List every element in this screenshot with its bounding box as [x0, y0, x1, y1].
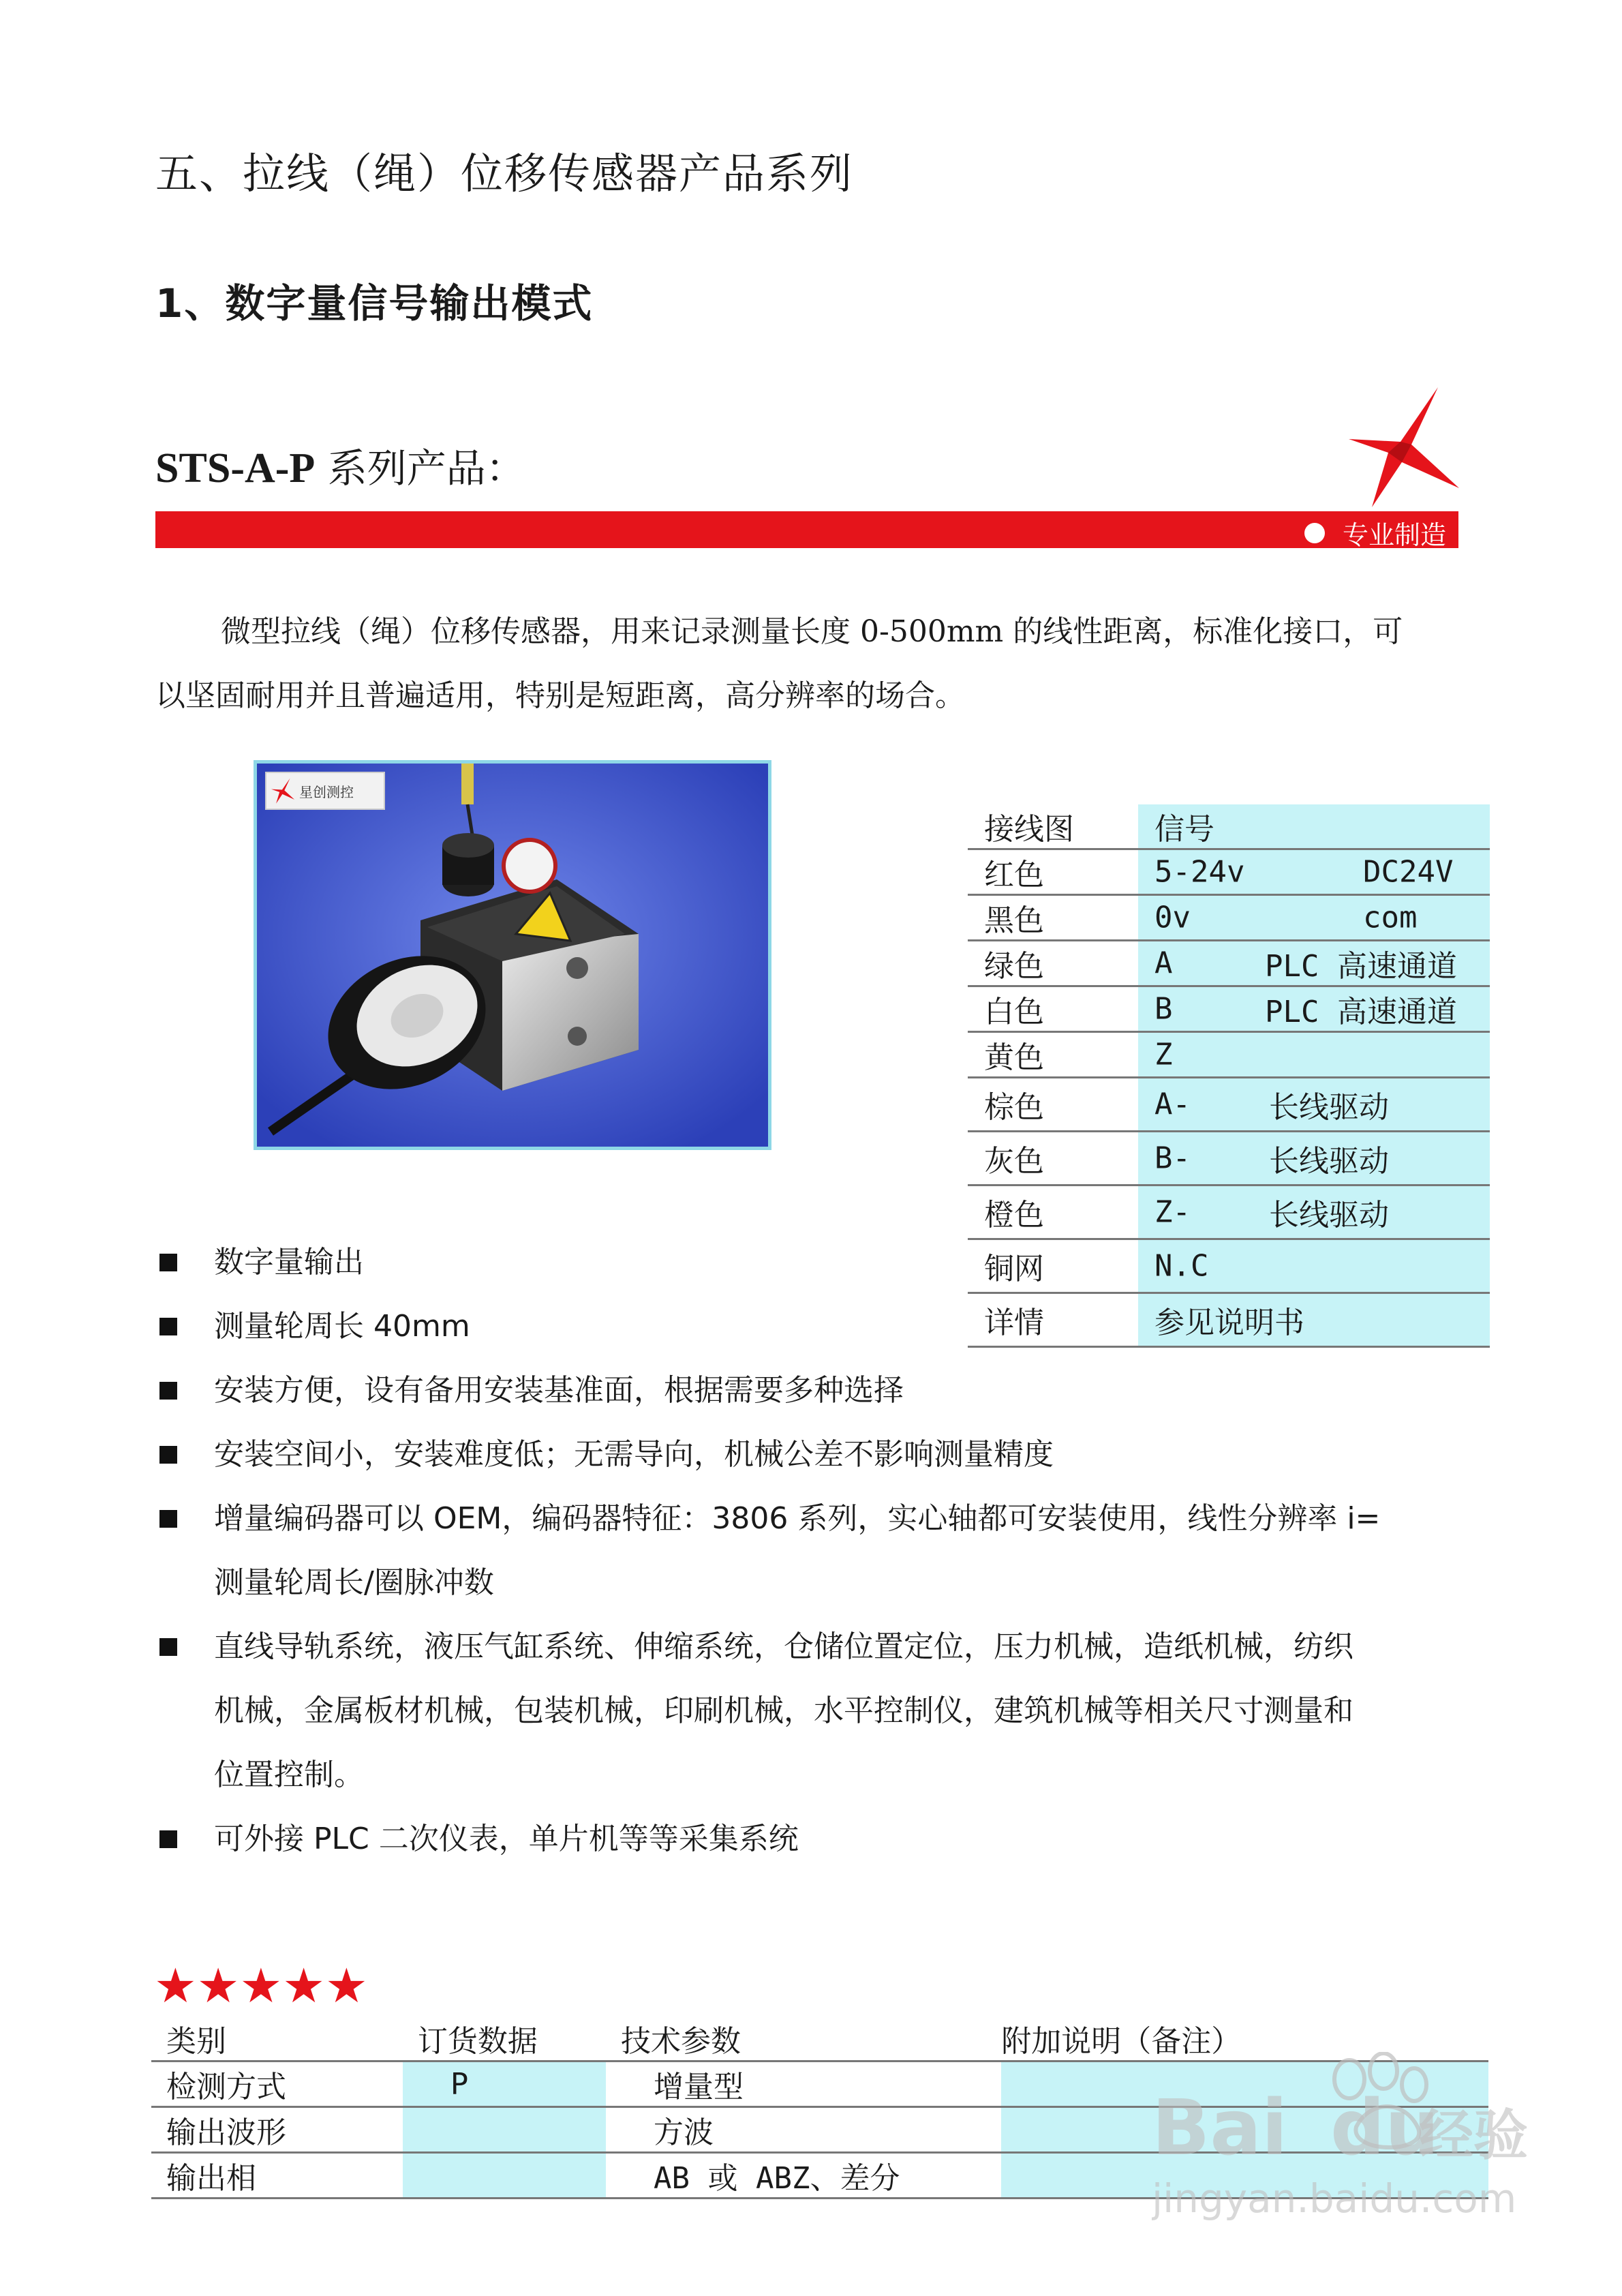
order-category-cell: 检测方式 — [151, 2061, 403, 2107]
bullet-square-icon — [159, 1638, 177, 1656]
feature-item — [155, 1230, 1478, 1295]
feature-line: 直线导轨系统，液压气缸系统、伸缩系统，仓储位置定位，压力机械，造纸机械，纺织 — [214, 1629, 1353, 1664]
banner-tag — [1304, 514, 1446, 552]
order-param-cell: AB 或 ABZ、差分 — [606, 2153, 1001, 2199]
series-title — [155, 436, 525, 494]
wire-color-cell: 棕色 — [968, 1078, 1138, 1132]
wiring-row — [968, 1032, 1490, 1078]
order-param-cell: 增量型 — [606, 2061, 1001, 2107]
order-category-cell: 输出波形 — [151, 2107, 403, 2153]
feature-line: 测量轮周长/圈脉冲数 — [214, 1565, 494, 1600]
feature-line: 位置控制。 — [214, 1757, 364, 1792]
feature-item — [155, 1807, 1478, 1871]
wiring-row — [968, 986, 1490, 1032]
order-header-cell: 附加说明（备注） — [1001, 2016, 1488, 2061]
brand-logo — [265, 772, 385, 810]
product-photo — [254, 760, 771, 1150]
wire-color-cell: 黄色 — [968, 1032, 1138, 1078]
order-data-cell: P — [403, 2061, 606, 2107]
brand-star-icon — [271, 777, 295, 804]
wire-signal-code: A — [1154, 946, 1173, 981]
bullet-square-icon — [159, 1446, 177, 1464]
watermark-url: jingyan.baidu.com — [1152, 2175, 1517, 2222]
wire-signal-cell — [1138, 895, 1490, 941]
wire-signal-code: B- — [1154, 1141, 1191, 1176]
order-param-cell: 方波 — [606, 2107, 1001, 2153]
wiring-header-cell — [1138, 804, 1490, 849]
brand-logo-text: 星创测控 — [299, 783, 354, 800]
wire-signal-code: 5-24v — [1154, 854, 1245, 890]
order-category-cell: 输出相 — [151, 2153, 403, 2199]
series-code: STS-A-P — [155, 445, 316, 492]
wire-signal-cell — [1138, 1032, 1490, 1078]
star-logo-icon — [1346, 382, 1462, 511]
feature-line: 增量编码器可以 OEM，编码器特征：3806 系列，实心轴都可安装使用，线性分辨率 i= — [214, 1501, 1381, 1536]
wiring-row — [968, 1078, 1490, 1132]
order-header-cell: 类别 — [151, 2016, 403, 2061]
wire-signal-cell — [1138, 1078, 1490, 1132]
wire-signal-cell — [1138, 849, 1490, 895]
order-header-cell: 订货数据 — [403, 2016, 606, 2061]
wire-color-cell: 灰色 — [968, 1132, 1138, 1185]
feature-line: 机械，金属板材机械，包装机械，印刷机械，水平控制仪，建筑机械等相关尺寸测量和 — [214, 1693, 1353, 1728]
wire-signal-desc: PLC 高速通道 — [1265, 995, 1457, 1029]
wire-signal-code: 参见说明书 — [1154, 1305, 1304, 1340]
wire-color-cell: 铜网 — [968, 1239, 1138, 1293]
wire-signal-desc: DC24V — [1363, 854, 1454, 890]
feature-line: 安装空间小，安装难度低；无需导向，机械公差不影响测量精度 — [214, 1437, 1054, 1472]
series-suffix: 系列产品： — [315, 445, 525, 492]
wire-signal-code: Z — [1154, 1037, 1173, 1072]
wiring-header-cell: 接线图 — [968, 804, 1138, 849]
wire-signal-cell — [1138, 1132, 1490, 1185]
wire-color-cell: 详情 — [968, 1293, 1138, 1347]
feature-line: 测量轮周长 40mm — [214, 1309, 470, 1344]
wiring-header-label: 信号 — [1154, 812, 1214, 847]
intro-line: 以坚固耐用并且普遍适用，特别是短距离，高分辨率的场合。 — [155, 678, 965, 713]
wire-signal-desc: PLC 高速通道 — [1265, 949, 1457, 984]
watermark-bai: Bai — [1152, 2084, 1288, 2173]
intro-paragraph — [155, 600, 1478, 728]
feature-item — [155, 1359, 1478, 1423]
baidu-jingyan-watermark — [1152, 2052, 1533, 2229]
wire-signal-code: B — [1154, 991, 1173, 1027]
wire-color-cell: 绿色 — [968, 941, 1138, 986]
wire-signal-desc: 长线驱动 — [1269, 1144, 1389, 1179]
wire-signal-desc: 长线驱动 — [1269, 1090, 1389, 1125]
wire-signal-desc: 长线驱动 — [1269, 1198, 1389, 1233]
bullet-square-icon — [159, 1510, 177, 1528]
feature-item — [155, 1487, 1478, 1615]
intro-line: 微型拉线（绳）位移传感器，用来记录测量长度 0-500mm 的线性距离，标准化接口，可 — [221, 614, 1403, 649]
banner-tag-label: 专业制造 — [1342, 520, 1446, 550]
bullet-square-icon — [159, 1830, 177, 1848]
feature-list — [155, 1230, 1478, 1871]
bullet-square-icon — [159, 1318, 177, 1335]
feature-item — [155, 1295, 1478, 1359]
wire-signal-code: A- — [1154, 1087, 1191, 1122]
wiring-header-row — [968, 804, 1490, 849]
wiring-row — [968, 941, 1490, 986]
red-banner — [155, 511, 1458, 548]
order-data-cell — [403, 2153, 606, 2199]
bullet-square-icon — [159, 1382, 177, 1400]
page-heading: 五、拉线（绳）位移传感器产品系列 — [155, 149, 854, 198]
wiring-row — [968, 849, 1490, 895]
feature-line: 安装方便，设有备用安装基准面，根据需要多种选择 — [214, 1373, 904, 1408]
wire-signal-cell — [1138, 941, 1490, 986]
watermark-du: du — [1330, 2084, 1439, 2173]
rating-stars: ★★★★★ — [154, 1958, 368, 2014]
wire-signal-code: Z- — [1154, 1194, 1191, 1230]
wire-color-cell: 橙色 — [968, 1185, 1138, 1239]
bullet-square-icon — [159, 1254, 177, 1271]
wire-signal-cell — [1138, 986, 1490, 1032]
watermark-jingyan: 经验 — [1419, 2104, 1528, 2167]
order-header-cell: 技术参数 — [606, 2016, 1001, 2061]
wiring-row — [968, 1132, 1490, 1185]
wire-color-cell: 红色 — [968, 849, 1138, 895]
wiring-row — [968, 895, 1490, 941]
wire-color-cell: 黑色 — [968, 895, 1138, 941]
bullet-dot-icon — [1304, 523, 1325, 543]
feature-line: 数字量输出 — [214, 1245, 364, 1280]
wire-signal-desc: com — [1363, 900, 1418, 935]
feature-item — [155, 1423, 1478, 1487]
feature-line: 可外接 PLC 二次仪表，单片机等等采集系统 — [214, 1822, 799, 1856]
order-data-cell — [403, 2107, 606, 2153]
wire-color-cell: 白色 — [968, 986, 1138, 1032]
section-heading: 1、数字量信号输出模式 — [155, 280, 594, 327]
wire-signal-code: N.C — [1154, 1248, 1209, 1284]
sensor-illustration — [257, 764, 768, 1147]
wire-signal-code: 0v — [1154, 900, 1191, 935]
feature-item — [155, 1615, 1478, 1807]
